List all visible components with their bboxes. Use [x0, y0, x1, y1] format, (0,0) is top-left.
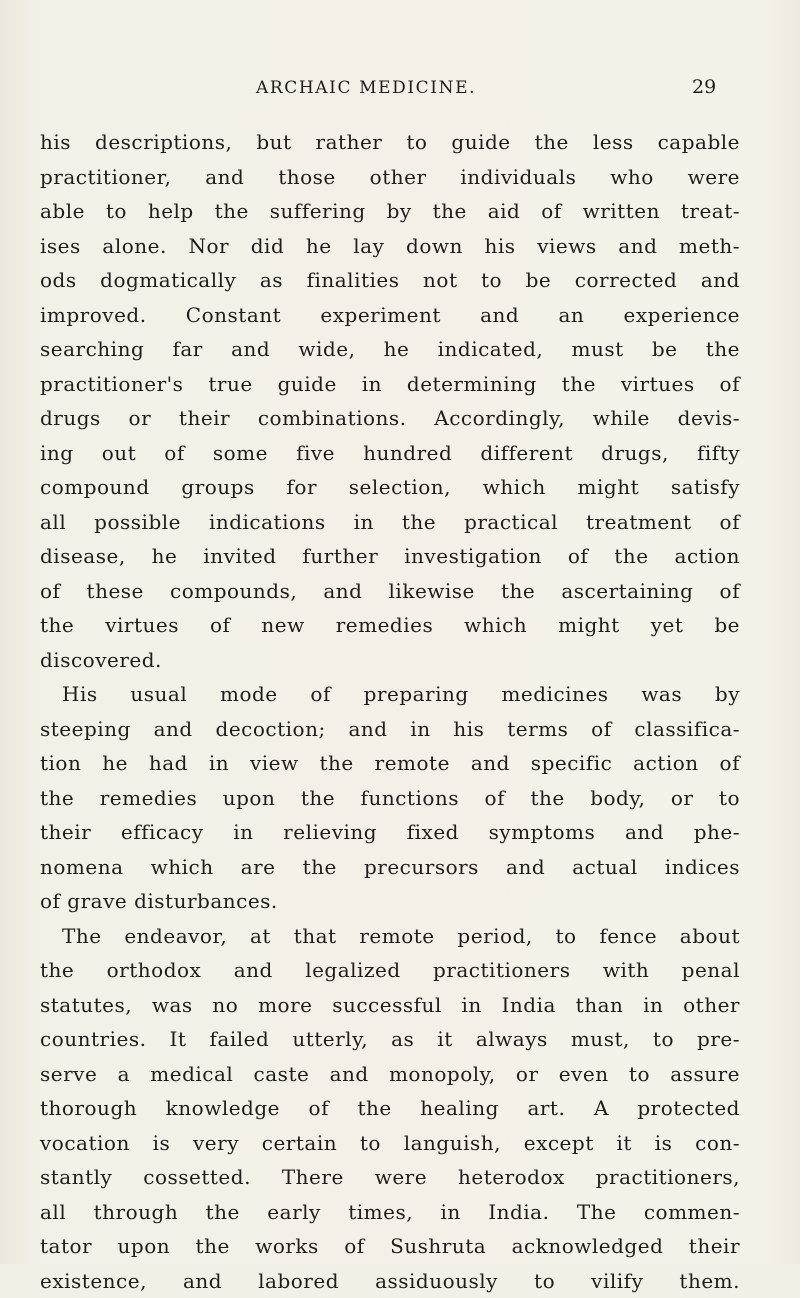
text-line: vocation is very certain to languish, except it is con-	[40, 1126, 740, 1161]
text-line: the remedies upon the functions of the body, or to	[40, 781, 740, 816]
text-line: steeping and decoction; and in his terms of classifica-	[40, 712, 740, 747]
text-line: tion he had in view the remote and specific action of	[40, 746, 740, 781]
text-line: compound groups for selection, which might satisfy	[40, 470, 740, 505]
page-number: 29	[692, 76, 716, 98]
text-line: ing out of some five hundred different drugs, fifty	[40, 436, 740, 471]
body-text	[40, 125, 740, 1298]
text-line: his descriptions, but rather to guide the less capable	[40, 125, 740, 160]
text-line: practitioner, and those other individuals who were	[40, 160, 740, 195]
text-line: thorough knowledge of the healing art. A protected	[40, 1091, 740, 1126]
text-line: serve a medical caste and monopoly, or even to assure	[40, 1057, 740, 1092]
text-line: the virtues of new remedies which might yet be	[40, 608, 740, 643]
text-line: countries. It failed utterly, as it always must, to pre-	[40, 1022, 740, 1057]
page-header	[0, 78, 800, 102]
text-line: all possible indications in the practical treatment of	[40, 505, 740, 540]
text-line: disease, he invited further investigation of the action	[40, 539, 740, 574]
text-line: all through the early times, in India. The commen-	[40, 1195, 740, 1230]
text-line: able to help the suffering by the aid of written treat-	[40, 194, 740, 229]
text-line: ods dogmatically as finalities not to be corrected and	[40, 263, 740, 298]
text-line: His usual mode of preparing medicines was by	[40, 677, 740, 712]
text-line: searching far and wide, he indicated, must be the	[40, 332, 740, 367]
text-line: existence, and labored assiduously to vilify them.	[40, 1264, 740, 1298]
text-line: nomena which are the precursors and actual indices	[40, 850, 740, 885]
text-line: tator upon the works of Sushruta acknowledged their	[40, 1229, 740, 1264]
text-line: of these compounds, and likewise the ascertaining of	[40, 574, 740, 609]
running-title: ARCHAIC MEDICINE.	[256, 78, 476, 98]
text-line: discovered.	[40, 643, 740, 678]
text-line: the orthodox and legalized practitioners with penal	[40, 953, 740, 988]
text-line: of grave disturbances.	[40, 884, 740, 919]
text-line: drugs or their combinations. Accordingly, while devis-	[40, 401, 740, 436]
text-line: ises alone. Nor did he lay down his views and meth-	[40, 229, 740, 264]
text-line: statutes, was no more successful in India than in other	[40, 988, 740, 1023]
text-line: practitioner's true guide in determining the virtues of	[40, 367, 740, 402]
text-line: improved. Constant experiment and an experience	[40, 298, 740, 333]
text-line: stantly cossetted. There were heterodox practitioners,	[40, 1160, 740, 1195]
text-line: The endeavor, at that remote period, to fence about	[40, 919, 740, 954]
text-line: their efficacy in relieving fixed symptoms and phe-	[40, 815, 740, 850]
